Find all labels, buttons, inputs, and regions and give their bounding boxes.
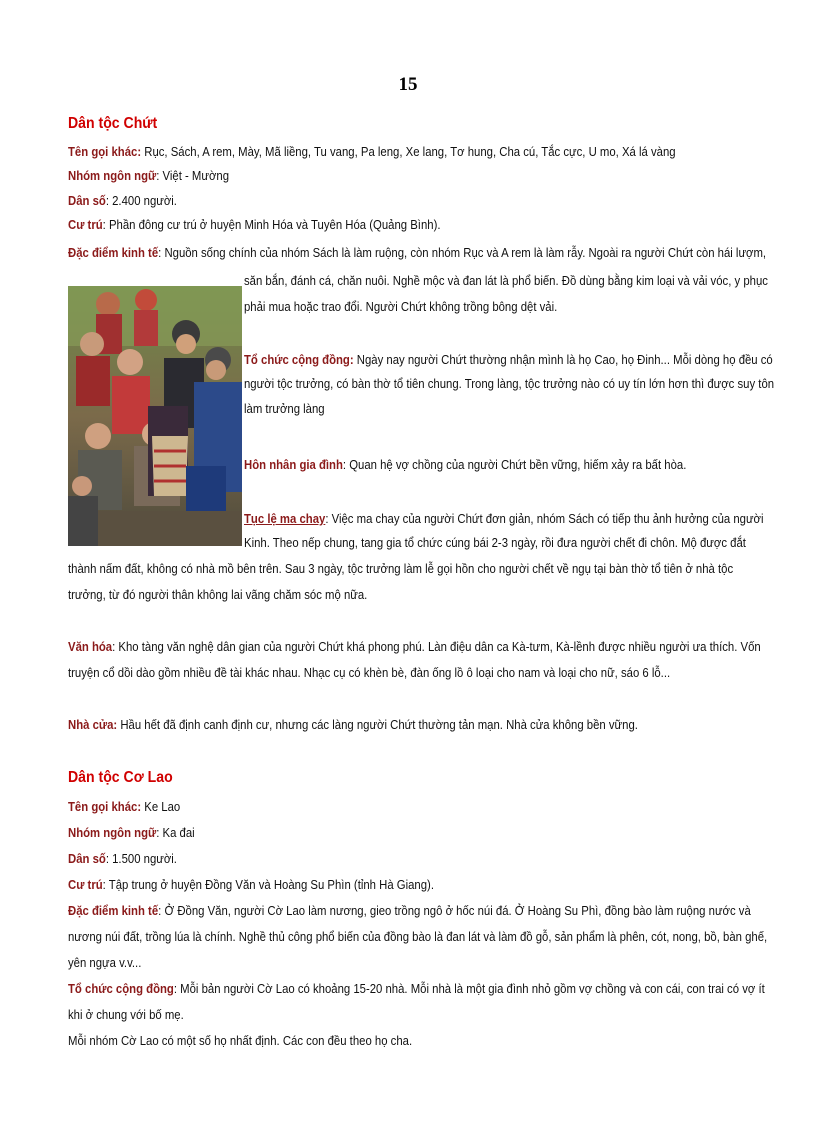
to-chuc-line-2-3: Mỗi nhóm Cờ Lao có một số họ nhất định. Các con đều theo họ cha.	[68, 1033, 413, 1048]
dac-diem-line-2-1	[68, 902, 751, 920]
nha-cua-line	[68, 716, 638, 734]
cu-tru-line-2	[68, 876, 434, 894]
dac-diem-line-2-2: nương núi đất, trồng lúa là chính. Nghề thủ công phổ biến của đồng bào là đan lát và làm đồ gỗ, sản phẩm là phên, cót, nong, bồ, bàn ghế,	[68, 929, 768, 944]
dan-so-line-2	[68, 850, 177, 868]
to-chuc-line-1	[244, 351, 773, 369]
nhom-ngon-ngu-text: : Việt - Mường	[156, 168, 230, 183]
nhom-ngon-ngu-text-2: : Ka đai	[156, 825, 195, 840]
ten-goi-khac-label-2: Tên gọi khác:	[68, 799, 142, 814]
to-chuc-line-3: làm trưởng làng	[244, 401, 325, 416]
nhom-ngon-ngu-label-2: Nhóm ngôn ngữ	[68, 825, 157, 840]
tuc-le-label: Tục lệ ma chay	[244, 511, 326, 526]
tuc-le-line-2: Kinh. Theo nếp chung, tang gia tổ chức cúng bái 2-3 ngày, rồi đưa người chết đi chôn. Mộ được đắt	[244, 535, 746, 550]
ethnic-group-photo	[68, 286, 242, 546]
to-chuc-line-2-2: khi ở chung với bố mẹ.	[68, 1007, 184, 1022]
nhom-ngon-ngu-line	[68, 167, 229, 185]
van-hoa-label: Văn hóa	[68, 639, 113, 654]
section-title-chut: Dân tộc Chứt	[68, 115, 158, 132]
nhom-ngon-ngu-label: Nhóm ngôn ngữ	[68, 168, 157, 183]
dan-so-text-2: : 1.500 người.	[105, 851, 177, 866]
cu-tru-text-2: : Tập trung ở huyện Đồng Văn và Hoàng Su Phìn (tỉnh Hà Giang).	[102, 877, 434, 892]
dac-diem-label-2: Đặc điểm kinh tế	[68, 903, 159, 918]
ten-goi-khac-line-2	[68, 798, 180, 816]
page-number: 15	[398, 74, 418, 95]
to-chuc-text-2-1: : Mỗi bản người Cờ Lao có khoảng 15-20 nhà. Mỗi nhà là một gia đình nhỏ gồm vợ chồng và con cái, con trai có vợ ít	[173, 981, 765, 996]
to-chuc-line-2: người tộc trưởng, có bàn thờ tổ tiên chung. Trong làng, tộc trưởng nào có uy tín lớn hơn thì được suy tôn	[244, 376, 775, 391]
van-hoa-line-1	[68, 638, 761, 656]
nha-cua-text: Hầu hết đã định canh định cư, nhưng các làng người Chứt thường tản mạn. Nhà cửa không bền vững.	[117, 717, 638, 732]
dac-diem-line-1	[68, 244, 766, 262]
dac-diem-text-2-1: : Ở Đồng Văn, người Cờ Lao làm nương, gieo trồng ngô ở hốc núi đá. Ở Hoàng Su Phì, đồng bào làm ruộng nước và	[158, 903, 751, 918]
hon-nhan-line	[244, 456, 686, 474]
ten-goi-khac-text-2: Ke Lao	[141, 799, 181, 814]
dan-so-label-2: Dân số	[68, 851, 106, 866]
tuc-le-line-1	[244, 510, 764, 528]
tuc-le-line-4: trưởng, từ đó người thân không lai vãng chăm sóc mộ nữa.	[68, 587, 368, 602]
dan-so-line	[68, 192, 177, 210]
dac-diem-line-3: phải mua hoặc trao đổi. Người Chứt không trồng bông dệt vải.	[244, 299, 558, 314]
to-chuc-label: Tổ chức cộng đồng:	[244, 352, 354, 367]
to-chuc-label-2: Tổ chức cộng đồng	[68, 981, 174, 996]
nhom-ngon-ngu-line-2	[68, 824, 195, 842]
tuc-le-text-1: : Việc ma chay của người Chứt đơn giản, nhóm Sách có tiếp thu ảnh hưởng của người	[325, 511, 764, 526]
to-chuc-line-2-1	[68, 980, 765, 998]
van-hoa-line-2: truyện cổ dồi dào gồm nhiều đề tài khác nhau. Nhạc cụ có khèn bè, đàn ống lồ ô loại cho nam và loại cho nữ, sáo 6 lỗ...	[68, 665, 671, 680]
cu-tru-text: : Phần đông cư trú ở huyện Minh Hóa và Tuyên Hóa (Quảng Bình).	[102, 217, 441, 232]
nha-cua-label: Nhà cửa:	[68, 717, 118, 732]
section-title-co-lao: Dân tộc Cơ Lao	[68, 769, 173, 786]
ten-goi-khac-line	[68, 143, 676, 161]
dac-diem-label: Đặc điểm kinh tế	[68, 245, 159, 260]
dac-diem-text-1: : Nguồn sống chính của nhóm Sách là làm ruộng, còn nhóm Rục và A rem là làm rẫy. Ngoài ra người Chứt còn hái lượm,	[158, 245, 767, 260]
cu-tru-label: Cư trú	[68, 217, 103, 232]
ten-goi-khac-label: Tên gọi khác:	[68, 144, 142, 159]
dan-so-text: : 2.400 người.	[105, 193, 177, 208]
hon-nhan-label: Hôn nhân gia đình	[244, 457, 343, 472]
dac-diem-line-2: săn bắn, đánh cá, chăn nuôi. Nghề mộc và đan lát là phổ biến. Đồ dùng bằng kim loại và vải vóc, y phục	[244, 273, 768, 288]
hon-nhan-text: : Quan hệ vợ chồng của người Chứt bền vững, hiếm xảy ra bất hòa.	[342, 457, 687, 472]
dac-diem-line-2-3: yên ngựa v.v...	[68, 955, 142, 970]
cu-tru-line	[68, 216, 441, 234]
van-hoa-text-1: : Kho tàng văn nghệ dân gian của người Chứt khá phong phú. Làn điệu dân ca Kà-tưm, Kà-lềnh được nhiều người ưa thích. Vốn	[112, 639, 761, 654]
to-chuc-text-1: Ngày nay người Chứt thường nhận mình là họ Cao, họ Đinh... Mỗi dòng họ đều có	[353, 352, 773, 367]
ten-goi-khac-text: Rục, Sách, A rem, Mày, Mã liềng, Tu vang, Pa leng, Xe lang, Tơ hung, Cha cú, Tắc cực, U mo, Xá lá vàng	[141, 144, 676, 159]
dan-so-label: Dân số	[68, 193, 106, 208]
tuc-le-line-3: thành nấm đất, không có nhà mồ bên trên. Sau 3 ngày, tộc trưởng làm lễ gọi hồn cho người chết về ngụ tại bàn thờ tổ tiên ở nhà tộc	[68, 561, 734, 576]
cu-tru-label-2: Cư trú	[68, 877, 103, 892]
